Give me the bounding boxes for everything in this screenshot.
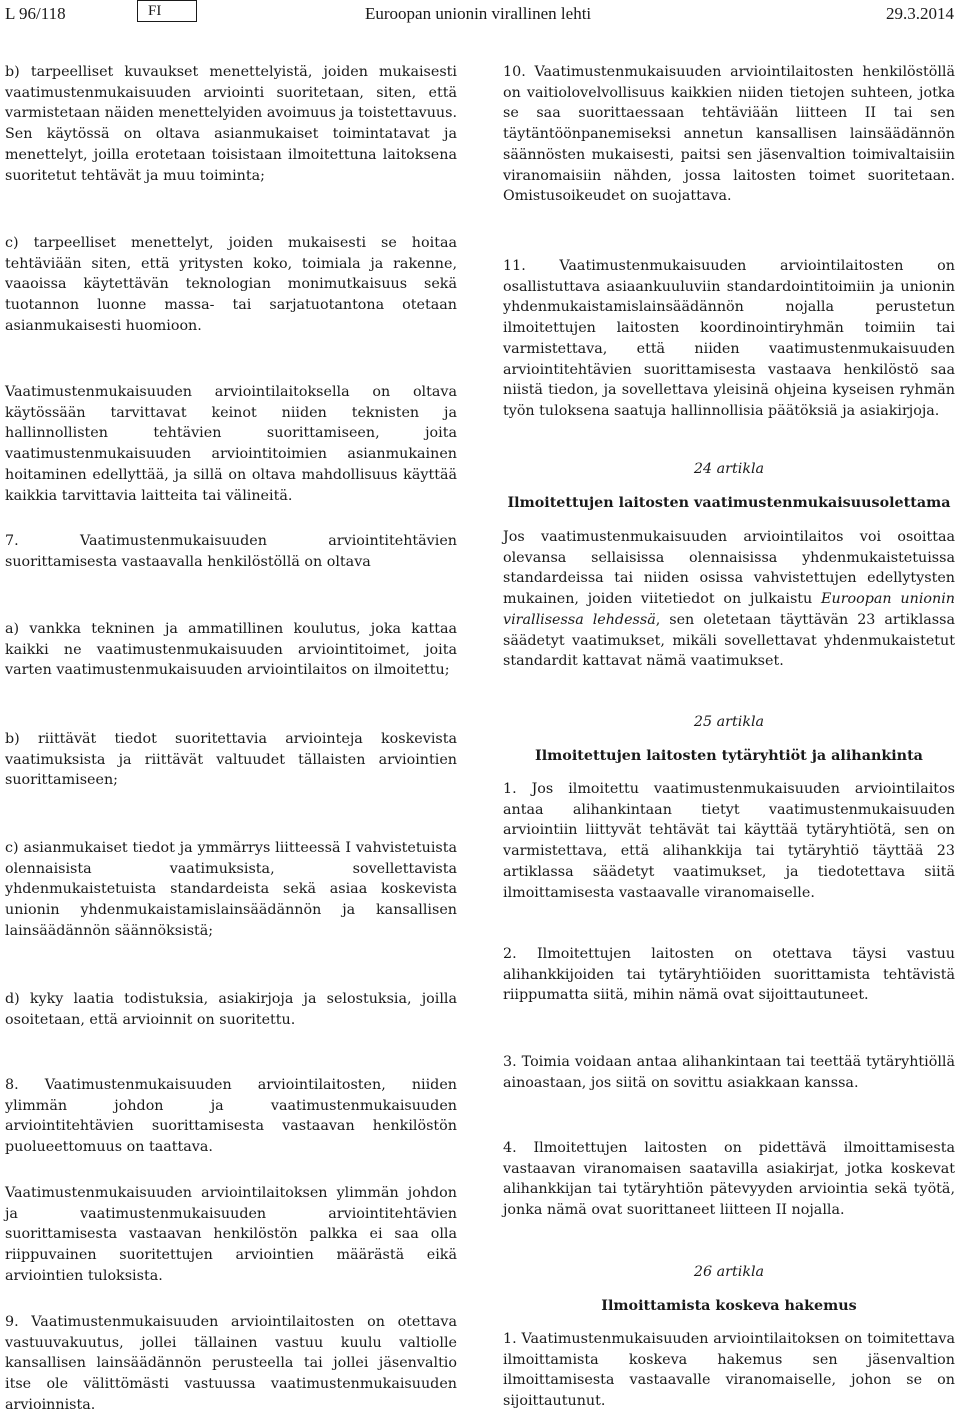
left-column (5, 62, 457, 1413)
item-7c: c) asianmukaiset tiedot ja ymmärrys liitteessä I vahvistetuista olennaisista vaatimuksista, sovellettavista yhdenmukaistetuista standardeista sekä asiaa koskevista unionin yhdenmukaistamislainsäädännön ja kansallisen lainsäädännön säännöksistä; (5, 840, 457, 939)
journal-name-italic: Euroopan unionin virallisessa lehdessä (503, 591, 955, 628)
article-25-paragraph-3: 3. Toimia voidaan antaa alihankintaan tai teettää tytäryhtiöllä ainoastaan, jos siitä on sovittu asiakkaan kanssa. (503, 1054, 955, 1091)
article-25-heading: Ilmoitettujen laitosten tytäryhtiöt ja alihankinta (535, 748, 923, 764)
publication-date: 29.3.2014 (886, 4, 954, 23)
item-7d: d) kyky laatia todistuksia, asiakirjoja ja selostuksia, joilla osoitetaan, että arvioinnit on suoritettu. (5, 991, 457, 1028)
page-header (0, 0, 960, 40)
paragraph-7: 7. Vaatimustenmukaisuuden arviointitehtävien suorittamisesta vastaavalla henkilöstöllä on oltava (5, 533, 457, 570)
article-24-text (503, 527, 955, 672)
paragraph-tools: Vaatimustenmukaisuuden arviointilaitoksella on oltava käytössään tarvittavat keinot niiden teknisten ja hallinnollisten tehtävien suorittamiseen, joita vaatimustenmukaisuuden arviointitoimien asianmukainen hoitaminen edellyttää, ja sillä on oltava mahdollisuus käyttää kaikkia tarvittavia laitteita tai välineitä. (5, 384, 457, 504)
article-24-heading: Ilmoitettujen laitosten vaatimustenmukaisuusolettama (507, 495, 951, 511)
article-24-title: 24 artikla (693, 461, 765, 477)
item-c: c) tarpeelliset menettelyt, joiden mukaisesti se hoitaa tehtäviään siten, että yritysten koko, toimiala ja rakenne, vaaoissa käytettävän teknologian monimutkaisuus sekä tuotannon luonne massa- tai sarjatuotantona otetaan asianmukaisesti huomioon. (5, 235, 457, 334)
article-26-paragraph-1: 1. Vaatimustenmukaisuuden arviointilaitoksen on toimitettava ilmoittamista koskeva hakemus sen jäsenvaltion ilmoittamisesta vastaavalle viranomaiselle, johon se on sijoittautunut. (503, 1331, 955, 1410)
article-26-title: 26 artikla (693, 1264, 765, 1280)
paragraph-8: 8. Vaatimustenmukaisuuden arviointilaitosten, niiden ylimmän johdon ja vaatimustenmukaisuuden arviointitehtävien suorittamisesta vastaavan henkilöstön puolueettomuus on taattava. (5, 1077, 457, 1156)
article-25-paragraph-2: 2. Ilmoitettujen laitosten on otettava täysi vastuu alihankkijoiden tai tytäryhtiöiden suorittamista tehtävistä riippumatta siitä, mihin nämä ovat sijoittautuneet. (503, 946, 955, 1004)
item-7b: b) riittävät tiedot suoritettavia arviointeja koskevista vaatimuksista ja riittävät valtuudet tällaisten arviointien suorittamiseen; (5, 731, 457, 789)
article-25-paragraph-4: 4. Ilmoitettujen laitosten on pidettävä ilmoittamisesta vastaavan viranomaisen saatavilla asiakirjat, jotka koskevat alihankkijan tai tytäryhtiön pätevyyden arviointia sekä työtä, jonka nämä ovat suorittaneet liitteen II nojalla. (503, 1140, 955, 1219)
item-7a: a) vankka tekninen ja ammatillinen koulutus, joka kattaa kaikki ne vaatimustenmukaisuuden arviointitoimet, joita varten vaatimustenmukaisuuden arviointilaitos on ilmoitettu; (5, 621, 457, 679)
language-badge: FI (137, 0, 197, 22)
item-b: b) tarpeelliset kuvaukset menettelyistä, joiden mukaisesti vaatimustenmukaisuuden arviointi suoritetaan, siten, että varmistetaan näiden menettelyiden avoimuus ja toistettavuus. Sen käytössä on oltava asianmukaiset toimintatavat ja menettelyt, joilla erotetaan toisistaan ilmoitettuna laitoksena suoritetut tehtävät ja muu toiminta; (5, 64, 457, 184)
page-number: L 96/118 (5, 4, 66, 23)
paragraph-8-salary: Vaatimustenmukaisuuden arviointilaitoksen ylimmän johdon ja vaatimustenmukaisuuden arviointitehtävien suorittamisesta vastaavan henkilöstön palkka ei saa olla riippuvainen suoritettujen arviointien määrästä eikä arviointien tuloksista. (5, 1185, 457, 1284)
article-26-heading: Ilmoittamista koskeva hakemus (601, 1298, 857, 1314)
article-24-text-part-2: , sen oletetaan täyttävän 23 artiklassa säädetyt vaatimukset, mikäli sovellettavat yhdenmukaistetut standardit kattavat nämä vaatimukset. (503, 611, 955, 670)
article-24-text-part-1: Jos vaatimustenmukaisuuden arviointilaitos voi osoittaa olevansa sellaisissa olennaisissa yhdenmukaistetuissa standardeissa tai niiden osissa vahvistettujen edellytysten mukainen, joiden viitetiedot on julkaistu (503, 529, 955, 608)
article-25-title: 25 artikla (693, 714, 765, 730)
paragraph-9: 9. Vaatimustenmukaisuuden arviointilaitosten on otettava vastuuvakuutus, jollei tällainen vastuu kuulu valtiolle kansallisen lainsäädännön perusteella tai jollei jäsenvaltio itse ole välittömästi vastuussa vaatimustenmukaisuuden arvioinnista. (5, 1314, 457, 1413)
paragraph-10: 10. Vaatimustenmukaisuuden arviointilaitosten henkilöstöllä on vaitiolovelvollisuus kaikkien niiden tietojen suhteen, jotka se saa suorittaessaan tehtäviään liitteen II tai sen täytäntöönpanemiseksi annetun kansallisen lainsäädännön säännösten mukaisesti, paitsi sen jäsenvaltion toimivaltaisiin viranomaisiin nähden, jossa laitosten toimet suoritetaan. Omistusoikeudet on suojattava. (503, 64, 955, 205)
article-25-paragraph-1: 1. Jos ilmoitettu vaatimustenmukaisuuden arviointilaitos antaa alihankintaan tietyt vaatimustenmukaisuuden arviointiin liittyvät tehtävät tai käyttää tytäryhtiötä, sen on varmistettava, että alihankkija tai tytäryhtiö täyttää 23 artiklassa säädetyt vaatimukset, ja tiedotettava siitä ilmoittamisesta vastaavalle viranomaiselle. (503, 781, 955, 901)
paragraph-11: 11. Vaatimustenmukaisuuden arviointilaitosten on osallistuttava asiaankuuluviin standardointitoimiin ja unionin yhdenmukaistamislainsäädännön nojalla perustetun ilmoitettujen laitosten koordinointiryhmän toimiin tai varmistettava, että niiden vaatimustenmukaisuuden arviointitehtävien suorittamisesta vastaava henkilöstö saa niistä tiedon, ja sovellettava yleisinä ohjeina kyseisen ryhmän työn tuloksena saatuja hallinnollisia päätöksiä ja asiakirjoja. (503, 258, 955, 419)
right-column (503, 62, 955, 1410)
journal-title: Euroopan unionin virallinen lehti (365, 4, 592, 23)
